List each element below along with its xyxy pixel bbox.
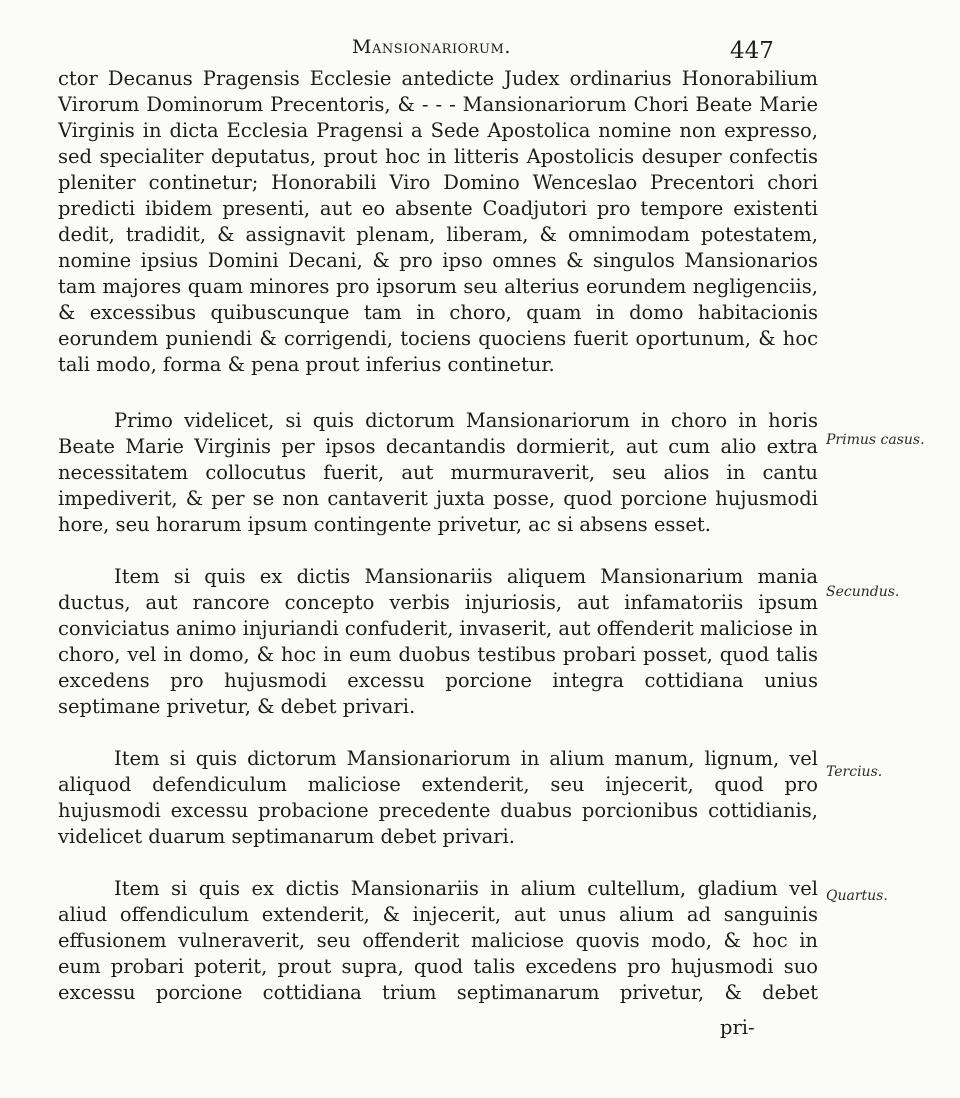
paragraph-primus <box>58 408 818 538</box>
paragraph-primus-text: Primo videlicet, si quis dictorum Mansionariorum in choro in horis Beate Marie Virginis per ipsos decantandis dormierit, aut cum alio extra necessitatem collocutus fuerit, aut murmuraverit, seu alios in cantu impediverit, & per se non cantaverit juxta posse, quod porcione hujusmodi hore, seu horarum ipsum contingente privetur, ac si absens esset. <box>58 409 818 536</box>
main-text <box>58 66 818 1006</box>
paragraph-secundus-text: Item si quis ex dictis Mansionariis aliquem Mansionarium mania ductus, aut rancore concepto verbis injuriosis, aut infamatoriis ipsum conviciatus animo injuriandi confuderit, invaserit, aut offenderit maliciose in choro, vel in domo, & hoc in eum duobus testibus probari posset, quod talis excedens pro hujusmodi excessu porcione integra cottidiana unius septimane privetur, & debet privari. <box>58 565 818 718</box>
paragraph-intro: ctor Decanus Pragensis Ecclesie antedicte Judex ordinarius Honorabilium Virorum Dominorum Precentoris, & - - - Mansionariorum Chori Beate Marie Virginis in dicta Ecclesia Pragensi a Sede Apostolica nomine non expresso, sed specialiter deputatus, prout hoc in litteris Apostolicis desuper confectis pleniter continetur; Honorabili Viro Domino Wenceslao Precentori chori predicti ibidem presenti, aut eo absente Coadjutori pro tempore existenti dedit, tradidit, & assignavit plenam, liberam, & omnimodam potestatem, nomine ipsius Domini Decani, & pro ipso omnes & singulos Mansionarios tam majores quam minores pro ipsorum seu alterius eorundem negligenciis, & excessibus quibuscunque tam in choro, quam in domo habitacionis eorundem puniendi & corrigendi, tociens quociens fuerit oportunum, & hoc tali modo, forma & pena prout inferius continetur. <box>58 67 818 376</box>
paragraph-secundus <box>58 564 818 720</box>
paragraph-quartus-text: Item si quis ex dictis Mansionariis in alium cultellum, gladium vel aliud offendiculum extenderit, & injecerit, aut unus alium ad sanguinis effusionem vulneraverit, seu offenderit maliciose quovis modo, & hoc in eum probari poterit, prout supra, quod talis excedens pro hujusmodi suo excessu porcione cottidiana trium septimanarum privetur, & debet <box>58 877 818 1004</box>
margin-note-secundus: Secundus. <box>826 584 900 600</box>
running-header-title: Mansionariorum. <box>352 36 511 58</box>
paragraph-tercius-text: Item si quis dictorum Mansionariorum in alium manum, lignum, vel aliquod defendiculum maliciose extenderit, seu injecerit, quod pro hujusmodi excessu probacione precedente duabus porcionibus cottidianis, videlicet duarum septimanarum debet privari. <box>58 747 818 848</box>
margin-note-primus: Primus casus. <box>826 432 925 448</box>
paragraph-quartus <box>58 876 818 1006</box>
margin-note-tercius: Tercius. <box>826 764 883 780</box>
margin-note-quartus: Quartus. <box>826 888 888 904</box>
catchword: pri- <box>720 1016 755 1039</box>
page-number: 447 <box>730 38 774 64</box>
paragraph-tercius <box>58 746 818 850</box>
